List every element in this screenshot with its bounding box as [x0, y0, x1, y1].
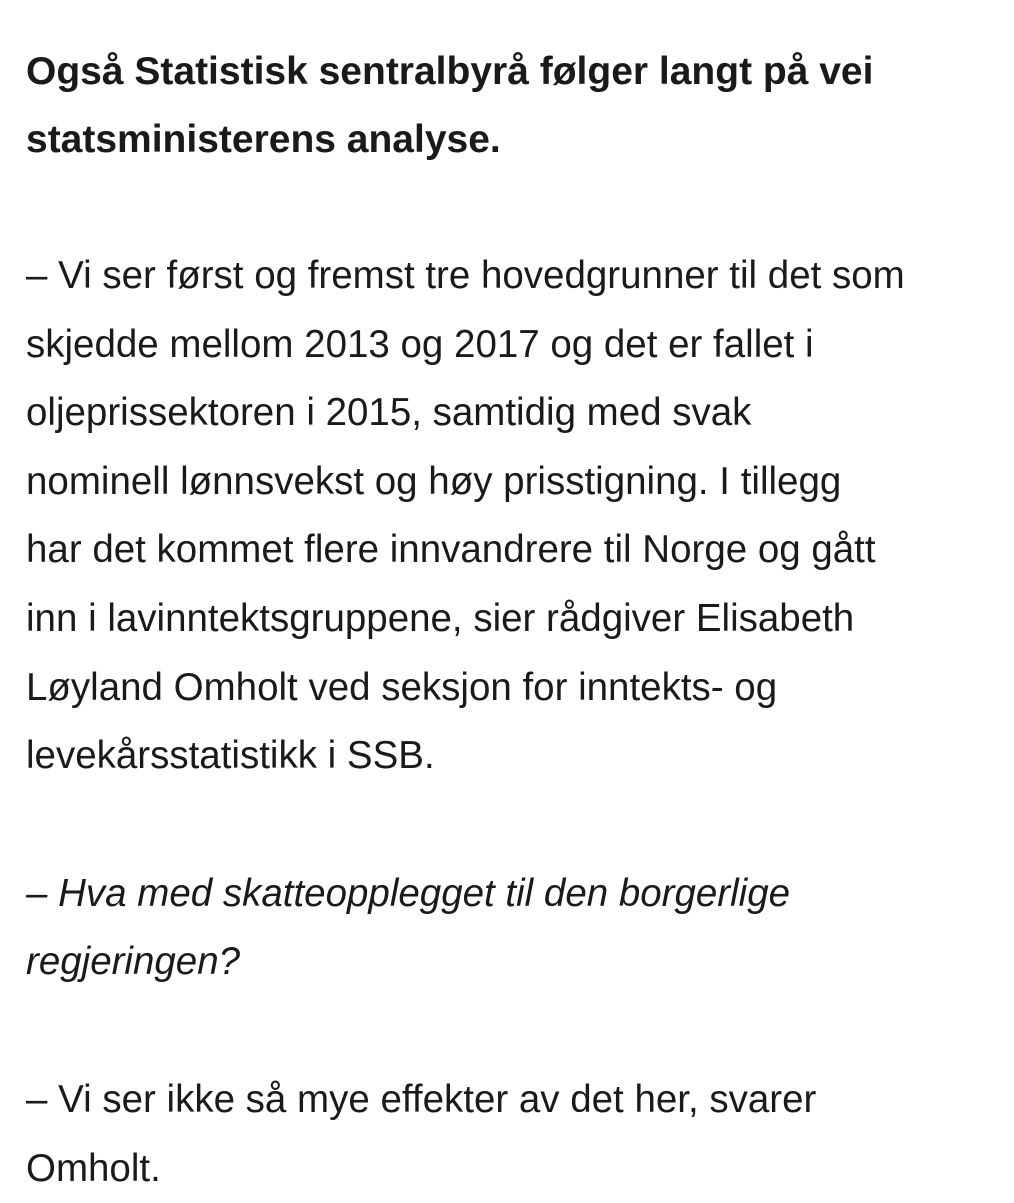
- quote-line: Løyland Omholt ved seksjon for inntekts- og: [26, 665, 778, 709]
- lead-line: Også Statistisk sentralbyrå følger langt på vei: [26, 50, 874, 93]
- quote-line: inn i lavinntektsgruppene, sier rådgiver Elisabeth: [26, 596, 855, 640]
- answer-line: Omholt.: [26, 1146, 161, 1190]
- answer-paragraph: [26, 1066, 1001, 1203]
- question-line: regjeringen?: [26, 940, 241, 984]
- question-paragraph: [26, 860, 1001, 997]
- quote-line: har det kommet flere innvandrere til Norge og gått: [26, 528, 876, 572]
- question-line: – Hva med skatteopplegget til den borgerlige: [26, 871, 791, 915]
- article-body: [26, 38, 1001, 1203]
- quote-line: skjedde mellom 2013 og 2017 og det er fallet i: [26, 322, 814, 366]
- answer-line: – Vi ser ikke så mye effekter av det her, svarer: [26, 1077, 817, 1121]
- quote-line: levekårsstatistikk i SSB.: [26, 734, 435, 778]
- lead-line: statsministerens analyse.: [26, 118, 501, 161]
- quote-paragraph: [26, 242, 1001, 791]
- quote-line: nominell lønnsvekst og høy prisstigning. I tillegg: [26, 459, 842, 503]
- article-lead-paragraph: [26, 38, 1001, 174]
- quote-line: oljeprissektoren i 2015, samtidig med svak: [26, 391, 752, 435]
- quote-line: – Vi ser først og fremst tre hovedgrunner til det som: [26, 254, 905, 297]
